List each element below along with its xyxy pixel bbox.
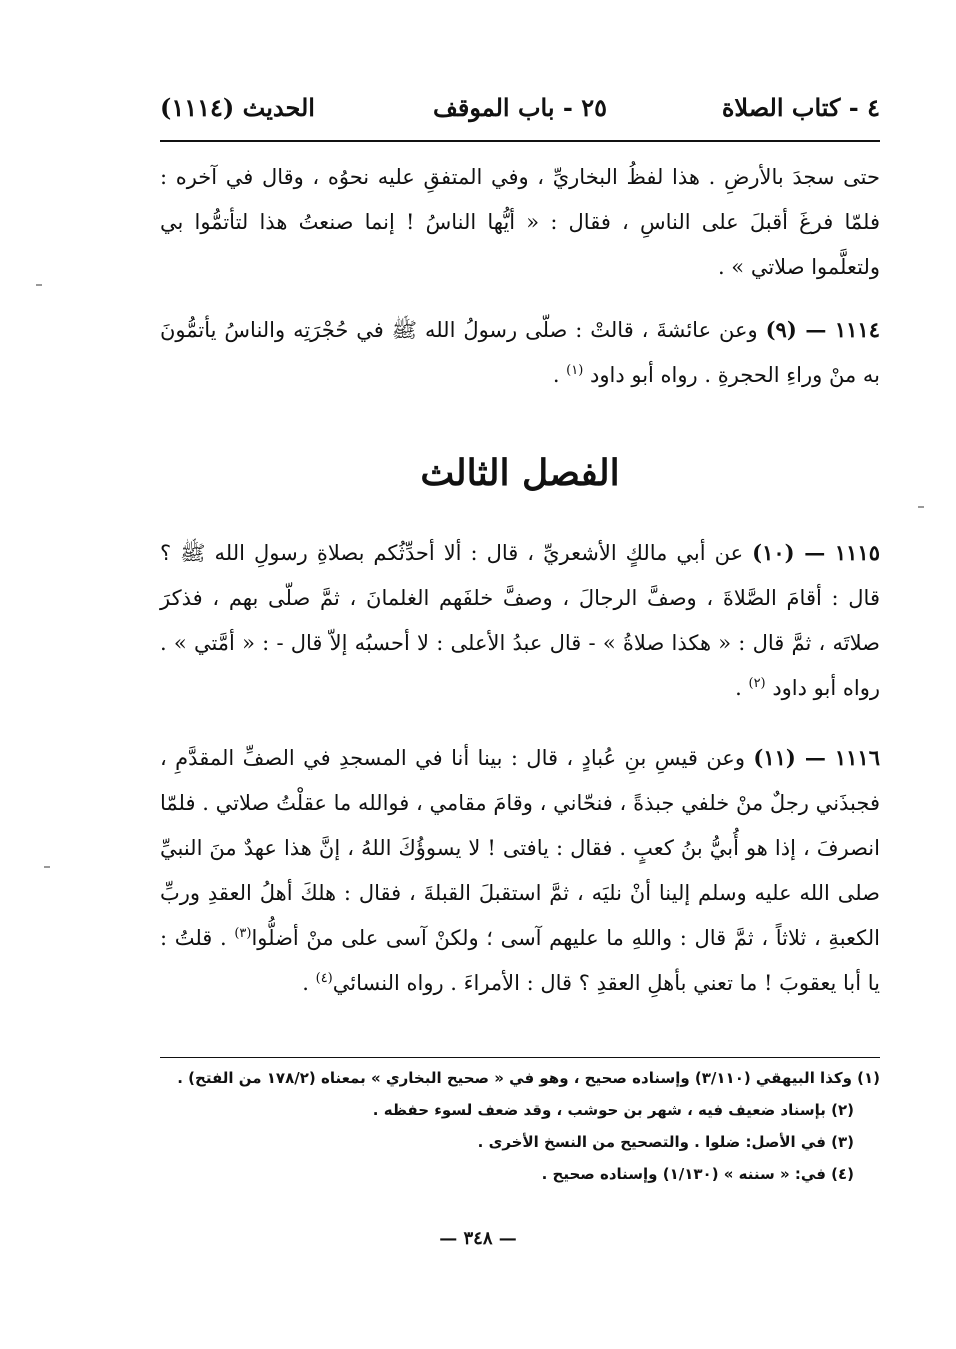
- header-chapter: ٤ - كتاب الصلاة: [721, 93, 880, 122]
- margin-mark: [918, 506, 924, 508]
- hadith-text: وعن عائشةَ ، قالتْ : صلّى رسولُ الله ﷺ في حُجْرَتِه والناسُ يأتمُّونَ به منْ وراءِ الحجرةِ . رواه أبو داود: [160, 318, 880, 387]
- footnote-separator: [160, 1057, 880, 1058]
- margin-mark: [36, 284, 42, 286]
- section-title: الفصل الثالث: [420, 452, 620, 494]
- hadith-text-continued: . قلتُ : يا أبا يعقوبَ ! ما تعني بأهلِ العقدِ ؟ قال : الأمراءَ . رواه النسائي: [160, 926, 880, 995]
- footnote-2: (٢) بإسناد ضعيف فيه ، شهر بن حوشب ، وقد ضعف لسوء حفظه .: [372, 1101, 854, 1119]
- footnote-3: (٣) في الأصل: ضلوا . والتصحيح من النسخ الأخرى .: [477, 1133, 854, 1151]
- footnote-4: (٤) في: « سننه » (١/١٣٠) وإسناده صحيح .: [541, 1165, 854, 1183]
- hadith-number: ١١١٤ — (٩): [765, 317, 880, 342]
- footnote-ref: (٤): [315, 971, 333, 986]
- footnotes: [160, 1062, 880, 1190]
- hadith-1114: ١١١٤ — (٩) وعن عائشةَ ، قالتْ : صلّى رسولُ الله ﷺ في حُجْرَتِه والناسُ يأتمُّونَ به منْ وراءِ الحجرةِ . رواه أبو داود $^{(١)}$ .: [160, 317, 880, 387]
- header-section: ٢٥ - باب الموقف: [433, 93, 607, 122]
- footnote-ref: (١): [566, 363, 584, 378]
- hadith-text: عن أبي مالكٍ الأشعريِّ ، قال : ألا أحدِّثُكم بصلاةِ رسولِ الله ﷺ ؟ قال : أقامَ الصَّلاةَ ، وصفَّ الرجالَ ، وصفَّ خلفَهم الغلمانَ ، ثمَّ صلّى بهم ، فذكرَ صلاتَه ، ثمَّ قال : « هكذا صلاةُ » - قال عبدُ الأعلى : لا أحسبُه إلاّ قال - : « أمَّتي » . رواه أبو داود: [160, 541, 880, 700]
- hadith-1116: ١١١٦ — (١١) وعن قيسِ بنِ عُبادٍ ، قال : بينا أنا في المسجدِ في الصفِّ المقدَّمِ ، فجبذَني رجلٌ منْ خلفي جبذةً ، فنحّاني ، وقامَ مقامي ، فوالله ما عقلْتُ صلاتي . فلمّا انصرفَ ، إذا هو أُبيُّ بنُ كعبٍ . فقال : يافتى ! لا يسوؤُكَ اللهُ ، إنَّ هذا عهدٌ منَ النبيِّ صلى الله عليه وسلم إلينا أنْ نليَه ، ثمَّ استقبلَ القبلةَ ، فقال : هلكَ أهلُ العقدِ وربِّ الكعبةِ ، ثلاثاً ، ثمَّ قال : واللهِ ما عليهم آسى ؛ ولكنْ آسى على منْ أضلُّوا$^{(٣)}$ . قلتُ : يا أبا يعقوبَ ! ما تعني بأهلِ العقدِ ؟ قال : الأمراءَ . رواه النسائي$^{(٤)}$ .: [160, 745, 880, 995]
- paragraph-continuation: حتى سجدَ بالأرضِ . هذا لفظُ البخاريِّ ، وفي المتفقِ عليه نحوُه ، وقال في آخره : فلمّا فرغَ أقبلَ على الناسِ ، فقال : « أيُّها الناسُ ! إنما صنعتُ هذا لتأتمُّوا بي ولتعلَّموا صلاتي » .: [160, 165, 880, 279]
- running-header: [160, 88, 880, 128]
- header-hadith-ref: الحديث (١١١٤): [160, 93, 315, 122]
- footnote-ref: (٣): [234, 926, 252, 941]
- hadith-1115: ١١١٥ — (١٠) عن أبي مالكٍ الأشعريِّ ، قال : ألا أحدِّثُكم بصلاةِ رسولِ الله ﷺ ؟ قال : أقامَ الصَّلاةَ ، وصفَّ الرجالَ ، وصفَّ خلفَهم الغلمانَ ، ثمَّ صلّى بهم ، فذكرَ صلاتَه ، ثمَّ قال : « هكذا صلاةُ » - قال عبدُ الأعلى : لا أحسبُه إلاّ قال - : « أمَّتي » . رواه أبو داود $^{(٢)}$ .: [160, 540, 880, 700]
- footnote-ref: (٢): [748, 676, 766, 691]
- hadith-number: ١١١٥ — (١٠): [752, 540, 880, 565]
- header-rule: [160, 140, 880, 142]
- page-number: — ٣٤٨ —: [439, 1228, 517, 1249]
- hadith-text: وعن قيسِ بنِ عُبادٍ ، قال : بينا أنا في المسجدِ في الصفِّ المقدَّمِ ، فجبذَني رجلٌ منْ خلفي جبذةً ، فنحّاني ، وقامَ مقامي ، فوالله ما عقلْتُ صلاتي . فلمّا انصرفَ ، إذا هو أُبيُّ بنُ كعبٍ . فقال : يافتى ! لا يسوؤُكَ اللهُ ، إنَّ هذا عهدٌ منَ النبيِّ صلى الله عليه وسلم إلينا أنْ نليَه ، ثمَّ استقبلَ القبلةَ ، فقال : هلكَ أهلُ العقدِ وربِّ الكعبةِ ، ثلاثاً ، ثمَّ قال : واللهِ ما عليهم آسى ؛ ولكنْ آسى على منْ أضلُّوا: [160, 746, 880, 950]
- margin-mark: [44, 866, 50, 868]
- hadith-number: ١١١٦ — (١١): [753, 745, 880, 770]
- footnote-1: (١) وكذا البيهقي (٣/١١٠) وإسناده صحيح ، وهو في « صحيح البخاري » بمعناه (١٧٨/٢ من الفتح) .: [177, 1069, 880, 1087]
